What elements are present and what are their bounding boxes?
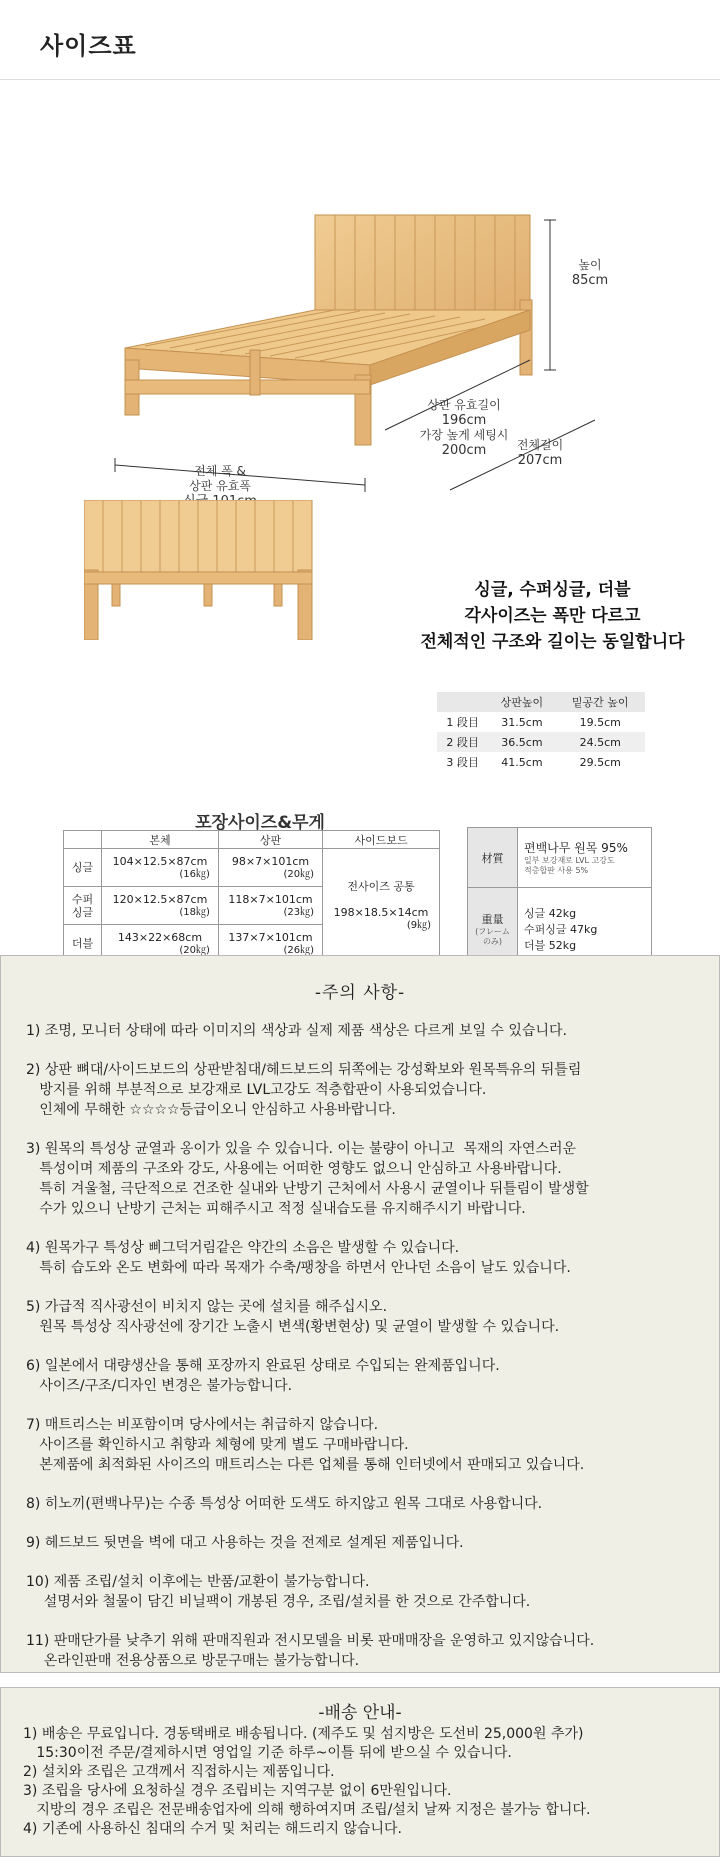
notice-line: 9) 헤드보드 뒷면을 벽에 대고 사용하는 것을 전제로 설계된 제품입니다. xyxy=(26,1535,464,1551)
delivery-list xyxy=(23,1725,719,1839)
size-slogan xyxy=(395,577,710,655)
body-weight: (16㎏) xyxy=(179,868,210,880)
table-row xyxy=(64,849,440,887)
width-label-1: 전체 폭 & xyxy=(194,464,246,478)
delivery-line: 3) 조립을 당사에 요청하실 경우 조립비는 지역구분 없이 6만원입니다. xyxy=(23,1783,452,1799)
material-cell xyxy=(518,828,652,888)
table-cell: 24.5cm xyxy=(556,732,646,752)
table-row xyxy=(468,828,652,888)
notice-line: 온라인판매 전용상품으로 방문구매는 불가능합니다. xyxy=(26,1653,360,1669)
height-dimension xyxy=(545,258,635,288)
notice-item xyxy=(26,1139,719,1219)
notice-line: 본제품에 최적화된 사이즈의 매트리스는 다른 업체를 통해 인터넷에서 판매되고 있습니다. xyxy=(26,1457,585,1473)
notice-line: 방지를 위해 부분적으로 보강재로 LVL고강도 적층합판이 사용되었습니다. xyxy=(26,1082,487,1098)
delivery-section xyxy=(0,1687,720,1857)
notice-line: 3) 원목의 특성상 균열과 옹이가 있을 수 있습니다. 이는 불량이 아니고 목재의 자연스러운 xyxy=(26,1141,577,1157)
notice-section xyxy=(0,955,720,1673)
body-size: 120×12.5×87cm xyxy=(112,892,208,906)
top-size: 137×7×101cm xyxy=(228,930,313,944)
notice-item xyxy=(26,1415,719,1475)
table-row xyxy=(437,732,645,752)
board-length-value: 196cm xyxy=(441,413,487,428)
row-label: 싱글 xyxy=(64,849,102,887)
material-sub-1: 일부 보강재로 LVL 고강도 xyxy=(524,856,615,865)
height-table xyxy=(437,692,645,772)
notice-line: 원목 특성상 직사광선에 장기간 노출시 변색(황변현상) 및 균열이 발생할 수 있습니다. xyxy=(26,1319,560,1335)
notice-item xyxy=(26,1297,719,1337)
weight-sub: (フレームのみ) xyxy=(475,926,510,946)
header-cell xyxy=(437,692,488,712)
delivery-line: 1) 배송은 무료입니다. 경동택배로 배송됩니다. (제주도 및 섬지방은 도선비 25,000원 추가) xyxy=(23,1726,584,1742)
top-weight: (23㎏) xyxy=(283,906,315,918)
notice-item xyxy=(26,1572,719,1612)
row-label: 수퍼 싱글 xyxy=(64,887,102,925)
header-cell: 사이드보드 xyxy=(323,831,440,849)
table-cell: 1 段目 xyxy=(446,716,479,729)
notice-line: 수가 있으니 난방기 근처는 피해주시고 적정 실내습도를 유지해주시기 바랍니다. xyxy=(26,1201,526,1217)
table-cell: 19.5cm xyxy=(579,715,621,729)
material-sub-2: 적층합판 사용 5% xyxy=(524,866,589,875)
notice-item xyxy=(26,1356,719,1396)
delivery-title: -배송 안내- xyxy=(318,1703,402,1723)
weight-label: 重量 xyxy=(481,912,504,926)
body-weight: (18㎏) xyxy=(179,906,210,918)
table-cell xyxy=(102,887,219,925)
notice-item xyxy=(26,1238,719,1278)
slogan-line-3: 전체적인 구조와 길이는 동일합니다 xyxy=(420,632,685,652)
notice-item xyxy=(26,1533,719,1553)
page-title: 사이즈표 xyxy=(40,32,137,60)
table-cell: 3 段目 xyxy=(446,756,479,769)
notice-line: 사이즈/구조/디자인 변경은 불가능합니다. xyxy=(26,1378,293,1394)
notice-line: 1) 조명, 모니터 상태에 따라 이미지의 색상과 실제 제품 색상은 다르게 보일 수 있습니다. xyxy=(26,1023,567,1039)
weight-single: 싱글 42kg xyxy=(524,906,577,920)
body-weight: (20㎏) xyxy=(179,944,210,956)
total-length-label: 전체길이 xyxy=(516,438,564,452)
notice-title: -주의 사항- xyxy=(314,983,406,1003)
notice-line: 특히 겨울철, 극단적으로 건조한 실내와 난방기 근처에서 사용시 균열이나 뒤틀림이 발생할 xyxy=(26,1181,589,1197)
table-cell xyxy=(102,849,219,887)
delivery-line: 2) 설치와 조립은 고객께서 직접하시는 제품입니다. xyxy=(23,1764,335,1780)
notice-line: 2) 상판 뼈대/사이드보드의 상판받침대/헤드보드의 뒤쪽에는 강성확보와 원목특유의 뒤틀림 xyxy=(26,1062,582,1078)
height-table-header xyxy=(437,692,645,712)
side-weight: (9㎏) xyxy=(406,919,431,931)
page-header xyxy=(0,0,720,80)
table-cell xyxy=(218,849,322,887)
material-main: 편백나무 원목 95% xyxy=(524,841,628,855)
body-size: 143×22×68cm xyxy=(117,930,203,944)
top-size: 118×7×101cm xyxy=(228,892,313,906)
notice-line: 6) 일본에서 대량생산을 통해 포장까지 완료된 상태로 수입되는 완제품입니다. xyxy=(26,1358,500,1374)
top-weight: (20㎏) xyxy=(283,868,315,880)
total-length-dimension xyxy=(500,438,580,468)
notice-item xyxy=(26,1060,719,1120)
header-cell: 상판높이 xyxy=(488,692,555,712)
pack-title: 포장사이즈&무게 xyxy=(195,813,325,833)
table-cell: 29.5cm xyxy=(579,755,621,769)
header-cell xyxy=(64,831,102,849)
total-length-value: 207cm xyxy=(517,453,563,468)
notice-line: 사이즈를 확인하시고 취향과 체형에 맞게 별도 구매바랍니다. xyxy=(26,1437,409,1453)
height-label: 높이 xyxy=(578,258,602,272)
bed-front-view xyxy=(84,500,314,640)
notice-item xyxy=(26,1631,719,1671)
header-cell: 밑공간 높이 xyxy=(556,692,646,712)
notice-line: 8) 히노끼(편백나무)는 수종 특성상 어떠한 도색도 하지않고 원목 그대로 사용합니다. xyxy=(26,1496,543,1512)
delivery-line: 4) 기존에 사용하신 침대의 수거 및 처리는 해드리지 않습니다. xyxy=(23,1821,402,1837)
table-row xyxy=(437,712,645,732)
notice-line: 특히 습도와 온도 변화에 따라 목재가 수축/팽창을 하면서 안나던 소음이 날도 있습니다. xyxy=(26,1260,571,1276)
table-cell: 36.5cm xyxy=(488,732,555,752)
slogan-line-1: 싱글, 수퍼싱글, 더블 xyxy=(474,580,631,600)
material-label: 材質 xyxy=(468,828,518,888)
header-cell: 상판 xyxy=(218,831,322,849)
mattress-label: 가장 높게 세팅시 xyxy=(419,428,509,442)
notice-line: 특성이며 제품의 구조와 강도, 사용에는 어떠한 영향도 없으니 안심하고 사용바랍니다. xyxy=(26,1161,562,1177)
notice-item xyxy=(26,1494,719,1514)
height-value: 85cm xyxy=(571,273,609,288)
notice-line: 설명서와 철물이 담긴 비닐팩이 개봉된 경우, 조립/설치를 한 것으로 간주합니다. xyxy=(26,1594,531,1610)
side-board-cell xyxy=(323,849,440,963)
side-common: 전사이즈 공통 xyxy=(347,879,415,893)
weight-double: 더블 52kg xyxy=(524,938,577,952)
notice-line: 11) 판매단가를 낮추기 위해 판매직원과 전시모델을 비롯 판매매장을 운영하고 있지않습니다. xyxy=(26,1633,595,1649)
width-label-2: 상판 유효폭 xyxy=(189,479,251,493)
notice-line: 7) 매트리스는 비포함이며 당사에서는 취급하지 않습니다. xyxy=(26,1417,379,1433)
body-size: 104×12.5×87cm xyxy=(112,854,208,868)
mattress-value: 200cm xyxy=(441,443,487,458)
board-length-label: 상판 유효길이 xyxy=(427,398,501,412)
table-cell: 31.5cm xyxy=(501,715,543,729)
notice-line: 인체에 무해한 ☆☆☆☆등급이오니 안심하고 사용바랍니다. xyxy=(26,1102,396,1118)
notice-list xyxy=(26,1021,719,1671)
delivery-line: 15:30이전 주문/결제하시면 영업일 기준 하루~이틀 뒤에 받으실 수 있습니다. xyxy=(23,1745,512,1761)
top-size: 98×7×101cm xyxy=(231,854,310,868)
table-cell: 41.5cm xyxy=(501,755,543,769)
delivery-line: 지방의 경우 조립은 전문배송업자에 의해 행하여지며 조립/설치 날짜 지정은 불가능 합니다. xyxy=(23,1802,591,1818)
pack-table-header xyxy=(64,831,440,849)
spec-area xyxy=(0,80,720,955)
pack-table xyxy=(63,830,440,963)
row-label: 더블 xyxy=(64,925,102,963)
notice-line: 4) 원목가구 특성상 삐그덕거림같은 약간의 소음은 발생할 수 있습니다. xyxy=(26,1240,460,1256)
notice-item xyxy=(26,1021,719,1041)
slogan-line-2: 각사이즈는 폭만 다르고 xyxy=(464,606,641,626)
header-cell: 본체 xyxy=(102,831,219,849)
notice-line: 10) 제품 조립/설치 이후에는 반품/교환이 불가능합니다. xyxy=(26,1574,370,1590)
notice-line: 5) 가급적 직사광선이 비치지 않는 곳에 설치를 해주십시오. xyxy=(26,1299,388,1315)
top-weight: (26㎏) xyxy=(283,944,315,956)
table-cell: 2 段目 xyxy=(437,732,488,752)
weight-super-single: 수퍼싱글 47kg xyxy=(524,922,598,936)
table-cell xyxy=(218,887,322,925)
side-size: 198×18.5×14cm xyxy=(333,905,429,919)
table-row xyxy=(437,752,645,772)
